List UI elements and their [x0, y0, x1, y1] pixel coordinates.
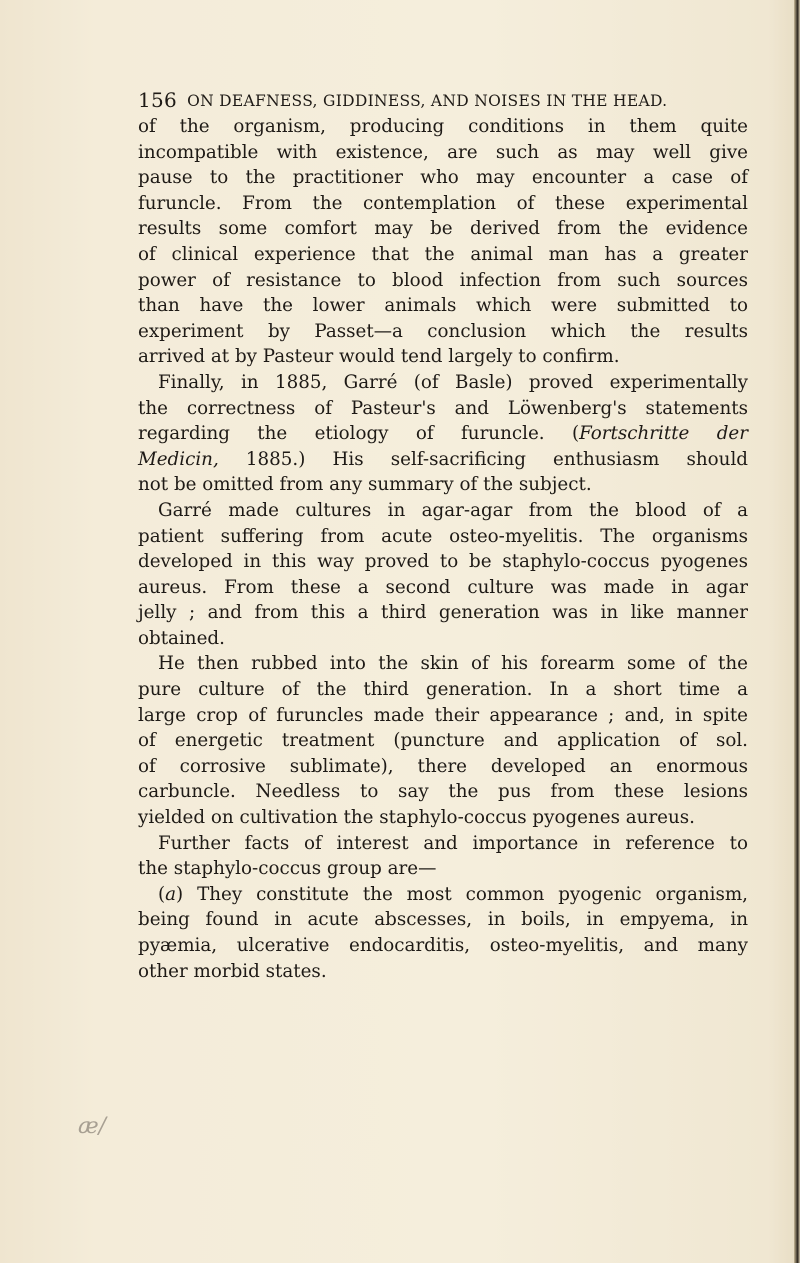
text-line: Further facts of interest and importance in reference to [158, 832, 748, 854]
text-line: pyæmia, ulcerative endocarditis, osteo-myelitis, and many [138, 935, 748, 956]
text-line: obtained. [138, 627, 225, 649]
text-line: incompatible with existence, are such as may well give [138, 141, 748, 163]
text-line: experiment by Passet—a conclusion which the results [138, 320, 748, 342]
text-line: pause to the practitioner who may encounter a case of [138, 167, 748, 189]
page-number: 156 [138, 88, 178, 112]
text-line: yielded on cultivation the staphylo-coccus pyogenes aureus. [138, 807, 695, 829]
text-line: regarding the etiology of furuncle. (Fortschritte der [138, 423, 748, 445]
text-line: Medicin, 1885.) His self-sacrificing enthusiasm should [138, 448, 748, 470]
text-line: Garré made cultures in agar-agar from the blood of a [158, 499, 748, 521]
text-line: power of resistance to blood infection from such sources [138, 269, 748, 291]
text-line: developed in this way proved to be staphylo-coccus pyogenes [138, 551, 748, 573]
italic-span: Fortschritte der [579, 423, 748, 445]
text-line: arrived at by Pasteur would tend largely to confirm. [138, 346, 620, 368]
text-line: (a) They constitute the most common pyogenic organism, [158, 883, 748, 905]
text-line: carbuncle. Needless to say the pus from these lesions [138, 781, 748, 803]
text-line: of clinical experience that the animal man has a greater [138, 243, 748, 265]
running-head [138, 88, 667, 112]
text-line: He then rubbed into the skin of his forearm some of the [158, 653, 748, 675]
text-line: pure culture of the third generation. In a short time a [138, 679, 748, 701]
text-line: results some comfort may be derived from the evidence [138, 218, 748, 240]
text-line: the correctness of Pasteur's and Löwenberg's statements [138, 397, 748, 419]
page-edge-shadow [794, 0, 800, 1263]
running-title: ON DEAFNESS, GIDDINESS, AND NOISES IN THE HEAD. [187, 92, 668, 110]
text-line: being found in acute abscesses, in boils, in empyema, in [138, 909, 748, 931]
text-line: of the organism, producing conditions in them quite [138, 116, 748, 137]
text-line: patient suffering from acute osteo-myelitis. The organisms [138, 525, 748, 547]
italic-span: Medicin, [138, 448, 219, 470]
margin-annotation: æ/ [78, 1114, 107, 1139]
text-line: Finally, in 1885, Garré (of Basle) proved experimentally [158, 371, 748, 393]
text-line: furuncle. From the contemplation of these experimental [138, 192, 748, 214]
text-line: jelly ; and from this a third generation was in like manner [138, 602, 748, 624]
text-line: other morbid states. [138, 960, 327, 982]
text-line: of energetic treatment (puncture and application of sol. [138, 730, 748, 752]
text-line: not be omitted from any summary of the subject. [138, 474, 592, 496]
text-line: the staphylo-coccus group are— [138, 858, 437, 880]
text-line: large crop of furuncles made their appearance ; and, in spite [138, 704, 748, 726]
italic-span: a [165, 883, 177, 905]
body-text [138, 114, 748, 984]
text-line: of corrosive sublimate), there developed an enormous [138, 755, 748, 777]
text-line: aureus. From these a second culture was made in agar [138, 576, 748, 598]
text-line: than have the lower animals which were submitted to [138, 295, 748, 317]
